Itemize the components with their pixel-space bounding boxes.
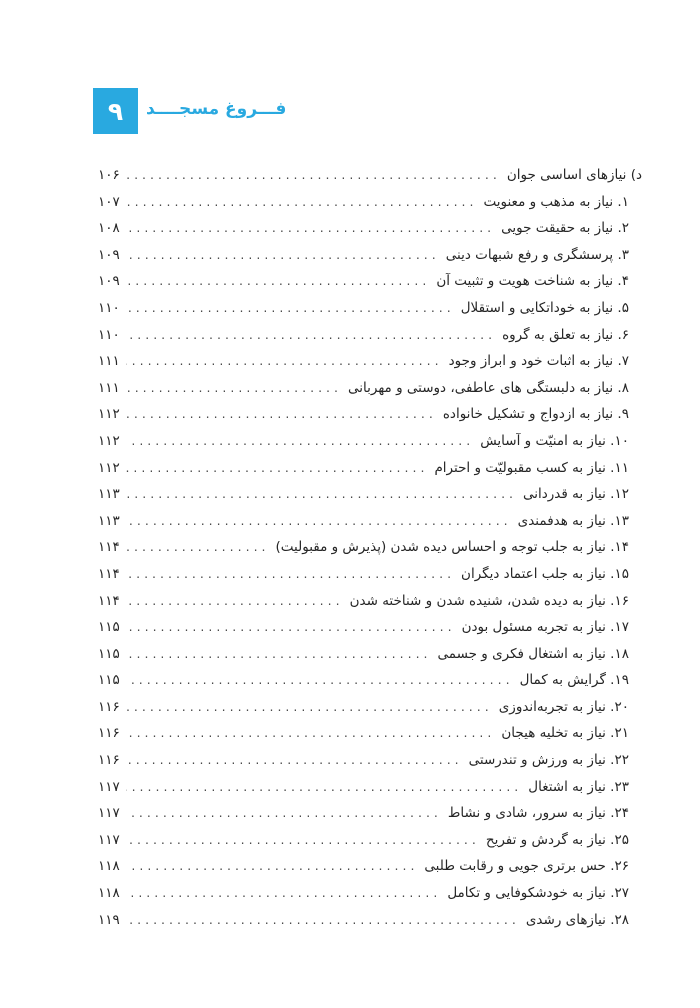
toc-entry-page-number: ۱۰۸ bbox=[98, 220, 120, 237]
dot-leader bbox=[126, 273, 431, 288]
dot-leader bbox=[126, 725, 496, 740]
toc-entry bbox=[98, 247, 642, 274]
toc-entry-page-number: ۱۱۵ bbox=[98, 672, 120, 689]
toc-entry-page-number: ۱۱۴ bbox=[98, 565, 120, 582]
toc-entry-label: ۲۸. نیازهای رشدی bbox=[525, 911, 629, 928]
toc-entry-label: ۲۲. نیاز به ورزش و تندرستی bbox=[468, 752, 629, 769]
book-title: فـــروغ مسجــــد bbox=[146, 99, 287, 119]
toc-entry-label: ۲۷. نیاز به خودشکوفایی و تکامل bbox=[447, 885, 629, 902]
toc-entry-label: ۷. نیاز به اثبات خود و ابراز وجود bbox=[448, 353, 629, 370]
toc-entry-page-number: ۱۱۸ bbox=[98, 858, 120, 875]
toc-entry-label: ۱۷. نیاز به تجربه مسئول بودن bbox=[461, 619, 629, 636]
toc-entry bbox=[98, 167, 642, 194]
dot-leader bbox=[126, 194, 478, 209]
toc-entry-label: ۱۵. نیاز به جلب اعتماد دیگران bbox=[461, 565, 629, 582]
dot-leader bbox=[126, 486, 517, 501]
toc-entry-label: ۱۶. نیاز به دیده شدن، شنیده شدن و شناخته شدن bbox=[349, 592, 629, 609]
dot-leader bbox=[126, 805, 442, 820]
page-number: ۹ bbox=[107, 96, 124, 126]
dot-leader bbox=[126, 699, 493, 714]
toc-entry bbox=[98, 725, 642, 752]
page-number-badge bbox=[93, 88, 138, 134]
toc-entry-label: ۲۵. نیاز به گردش و تفریح bbox=[485, 831, 629, 848]
table-of-contents bbox=[98, 167, 642, 938]
toc-entry-label: ۲۰. نیاز به تجربه‌اندوزی bbox=[498, 698, 629, 715]
dot-leader bbox=[126, 912, 520, 927]
toc-entry-page-number: ۱۱۵ bbox=[98, 619, 120, 636]
toc-entry bbox=[98, 273, 642, 300]
dot-leader bbox=[126, 832, 480, 847]
toc-entry-label: ۲۶. حس برتری جویی و رقابت طلبی bbox=[424, 858, 629, 875]
toc-entry bbox=[98, 566, 642, 593]
toc-entry-label: ۱۲. نیاز به قدردانی bbox=[523, 486, 629, 503]
dot-leader bbox=[126, 672, 514, 687]
dot-leader bbox=[126, 247, 440, 262]
toc-entry-page-number: ۱۱۲ bbox=[98, 459, 120, 476]
toc-entry bbox=[98, 619, 642, 646]
toc-entry bbox=[98, 805, 642, 832]
toc-entry bbox=[98, 912, 642, 939]
toc-entry-page-number: ۱۱۵ bbox=[98, 645, 120, 662]
toc-entry bbox=[98, 672, 642, 699]
dot-leader bbox=[126, 406, 437, 421]
toc-entry-label: ۴. نیاز به شناخت هویت و تثبیت آن bbox=[436, 273, 629, 290]
toc-entry-page-number: ۱۱۱ bbox=[98, 379, 120, 396]
toc-entry-label: ۱. نیاز به مذهب و معنویت bbox=[483, 193, 629, 210]
dot-leader bbox=[126, 380, 342, 395]
dot-leader bbox=[126, 593, 344, 608]
dot-leader bbox=[126, 353, 443, 368]
dot-leader bbox=[126, 300, 455, 315]
toc-entry-page-number: ۱۱۱ bbox=[98, 353, 120, 370]
toc-entry bbox=[98, 486, 642, 513]
toc-entry bbox=[98, 779, 642, 806]
toc-entry bbox=[98, 593, 642, 620]
dot-leader bbox=[126, 220, 495, 235]
dot-leader bbox=[126, 779, 523, 794]
toc-entry-label: ۱۳. نیاز به هدفمندی bbox=[517, 512, 629, 529]
toc-entry bbox=[98, 380, 642, 407]
toc-entry bbox=[98, 220, 642, 247]
toc-entry-label: ۶. نیاز به تعلق به گروه bbox=[502, 326, 629, 343]
toc-entry bbox=[98, 885, 642, 912]
toc-entry-label: ۲. نیاز به حقیقت جویی bbox=[501, 220, 629, 237]
toc-entry-page-number: ۱۱۳ bbox=[98, 512, 120, 529]
toc-entry-label: ۲۱. نیاز به تخلیه هیجان bbox=[501, 725, 629, 742]
toc-entry-label: ۸. نیاز به دلبستگی های عاطفی، دوستی و مهربانی bbox=[348, 379, 629, 396]
toc-entry bbox=[98, 300, 642, 327]
toc-entry bbox=[98, 433, 642, 460]
toc-entry-page-number: ۱۱۴ bbox=[98, 592, 120, 609]
toc-entry-label: ۱۹. گرایش به کمال bbox=[519, 672, 629, 689]
toc-entry bbox=[98, 539, 642, 566]
toc-entry bbox=[98, 646, 642, 673]
toc-entry-page-number: ۱۱۹ bbox=[98, 911, 120, 928]
toc-entry-page-number: ۱۰۶ bbox=[98, 167, 120, 183]
toc-entry-label: ۱۱. نیاز به کسب مقبولیّت و احترام bbox=[434, 459, 629, 476]
toc-entry-page-number: ۱۱۷ bbox=[98, 831, 120, 848]
toc-entry-label: ۳. پرسشگری و رفع شبهات دینی bbox=[445, 246, 629, 263]
toc-entry-page-number: ۱۰۹ bbox=[98, 246, 120, 263]
toc-entry-page-number: ۱۱۷ bbox=[98, 805, 120, 822]
toc-entry-label: ۹. نیاز به ازدواج و تشکیل خانواده bbox=[442, 406, 629, 423]
dot-leader bbox=[126, 619, 456, 634]
dot-leader bbox=[126, 885, 442, 900]
toc-entry-page-number: ۱۱۰ bbox=[98, 299, 120, 316]
toc-entry-page-number: ۱۱۸ bbox=[98, 885, 120, 902]
toc-entry-page-number: ۱۱۲ bbox=[98, 406, 120, 423]
toc-entry-label: ۵. نیاز به خوداتکایی و استقلال bbox=[460, 299, 629, 316]
toc-entry bbox=[98, 832, 642, 859]
dot-leader bbox=[126, 752, 463, 767]
toc-entry-label: ۲۴. نیاز به سرور، شادی و نشاط bbox=[447, 805, 629, 822]
dot-leader bbox=[126, 433, 474, 448]
toc-entry-label: ۱۴. نیاز به جلب توجه و احساس دیده شدن (پذیرش و مقبولیت) bbox=[275, 539, 629, 556]
toc-entry bbox=[98, 406, 642, 433]
dot-leader bbox=[126, 646, 432, 661]
toc-entry-page-number: ۱۱۷ bbox=[98, 778, 120, 795]
toc-entry bbox=[98, 194, 642, 221]
toc-entry-label: ۱۰. نیاز به امنیّت و آسایش bbox=[480, 432, 629, 449]
toc-entry bbox=[98, 460, 642, 487]
toc-entry-label: ۲۳. نیاز به اشتغال bbox=[528, 778, 629, 795]
dot-leader bbox=[126, 566, 455, 581]
toc-entry bbox=[98, 513, 642, 540]
toc-entry-page-number: ۱۱۲ bbox=[98, 432, 120, 449]
dot-leader bbox=[126, 858, 419, 873]
dot-leader bbox=[126, 167, 501, 182]
dot-leader bbox=[126, 539, 270, 554]
toc-entry-label: ۱۸. نیاز به اشتغال فکری و جسمی bbox=[437, 645, 629, 662]
toc-entry bbox=[98, 327, 642, 354]
toc-entry-label: د) نیازهای اساسی جوان bbox=[506, 167, 642, 183]
toc-entry-page-number: ۱۱۶ bbox=[98, 752, 120, 769]
dot-leader bbox=[126, 460, 429, 475]
dot-leader bbox=[126, 513, 512, 528]
toc-entry-page-number: ۱۱۳ bbox=[98, 486, 120, 503]
toc-entry-page-number: ۱۱۰ bbox=[98, 326, 120, 343]
toc-entry-page-number: ۱۱۶ bbox=[98, 725, 120, 742]
toc-entry bbox=[98, 858, 642, 885]
toc-entry-page-number: ۱۰۹ bbox=[98, 273, 120, 290]
toc-entry-page-number: ۱۰۷ bbox=[98, 193, 120, 210]
toc-entry bbox=[98, 699, 642, 726]
toc-entry-page-number: ۱۱۶ bbox=[98, 698, 120, 715]
toc-entry bbox=[98, 752, 642, 779]
toc-entry bbox=[98, 353, 642, 380]
dot-leader bbox=[126, 327, 496, 342]
toc-entry-page-number: ۱۱۴ bbox=[98, 539, 120, 556]
